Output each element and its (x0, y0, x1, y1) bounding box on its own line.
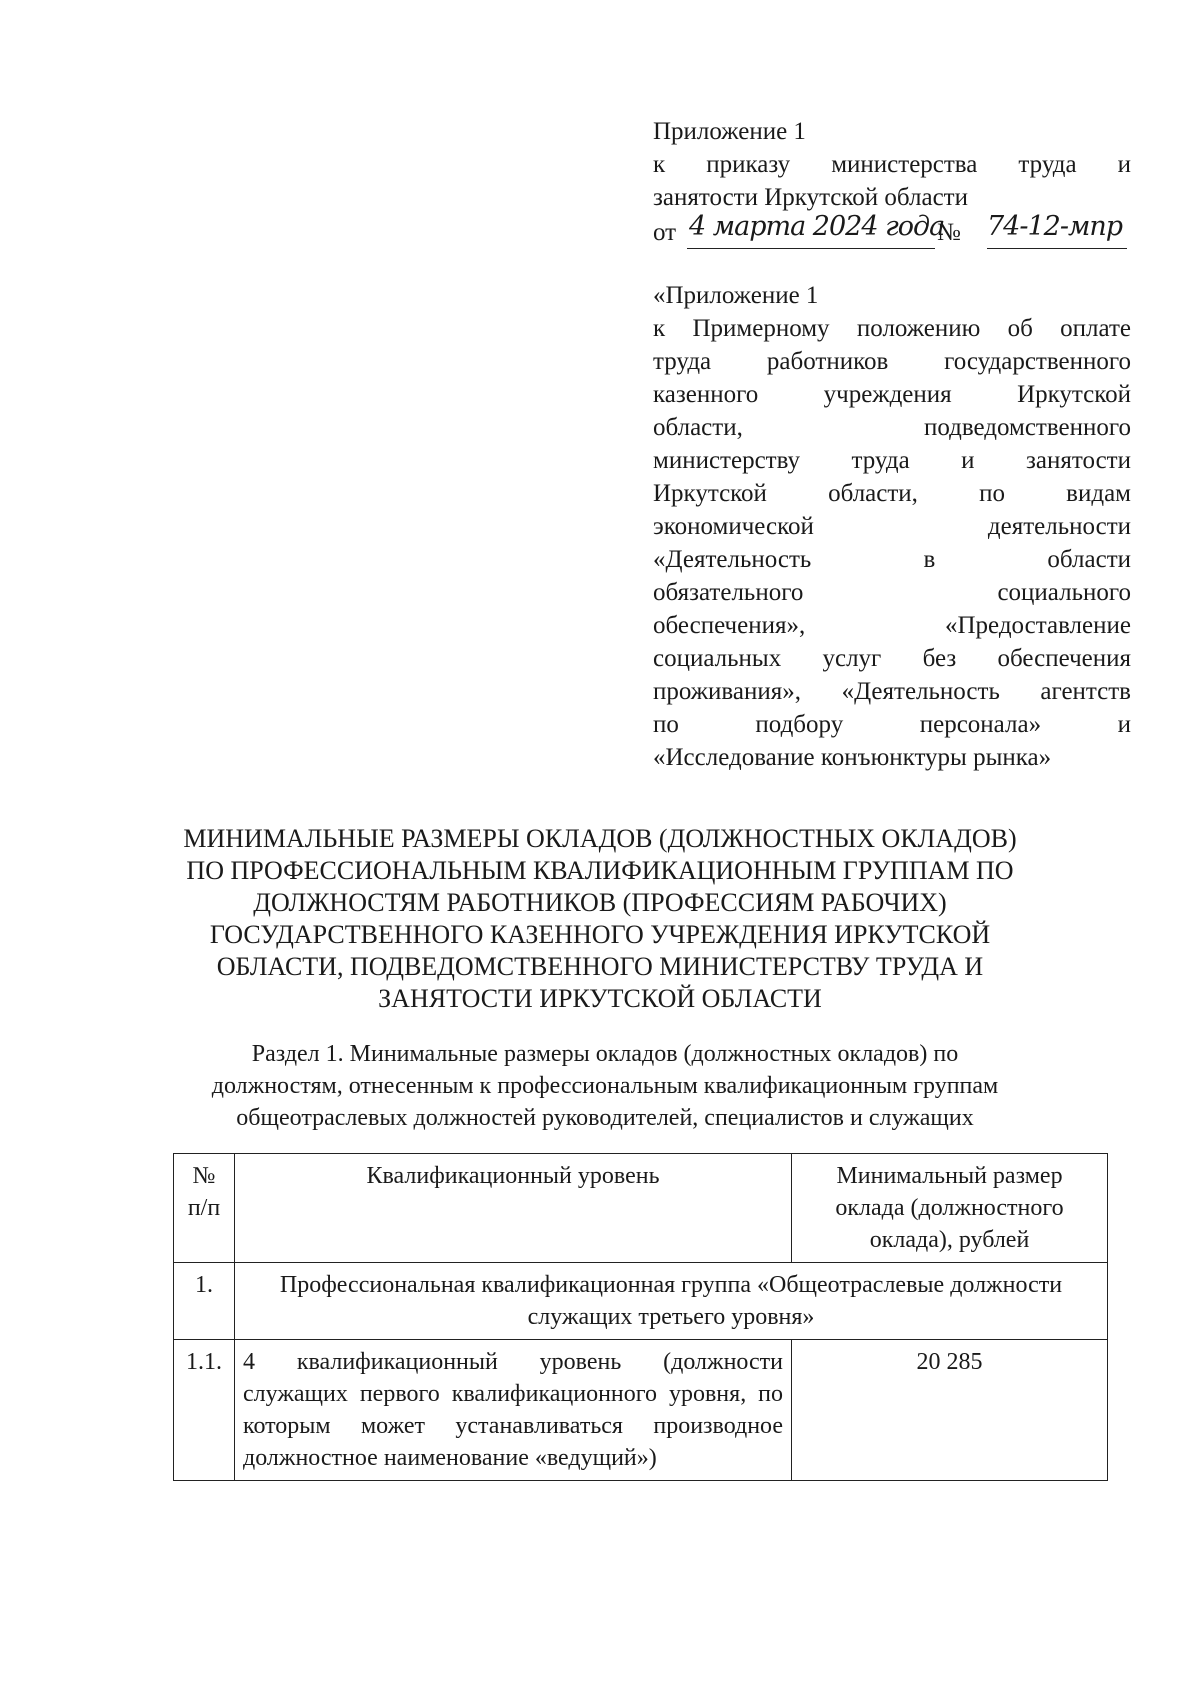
row-num: 1.1. (174, 1340, 235, 1481)
number-sign: № (937, 219, 961, 246)
appendix-order-title: Приложение 1 (653, 118, 806, 145)
appendix-regulation-line: «Приложение 1 (653, 282, 819, 309)
table-header-row (174, 1154, 1108, 1263)
date-underline (687, 248, 935, 249)
header-num: № п/п (174, 1154, 235, 1263)
row-level: 4 квалификационный уровень (должности служащих первого квалификационного уровня, по которым может устанавливаться производное должностное наименование «ведущий») (235, 1340, 792, 1481)
appendix-regulation-line: по подбору персонала» и (653, 711, 1131, 738)
title-line: ЗАНЯТОСТИ ИРКУТСКОЙ ОБЛАСТИ (378, 984, 822, 1013)
table-group-row (174, 1263, 1108, 1340)
row-min-salary: 20 285 (792, 1340, 1108, 1481)
appendix-regulation-line: министерству труда и занятости (653, 447, 1131, 474)
number-underline (987, 248, 1127, 249)
header-min-salary: Минимальный размер оклада (должностного оклада), рублей (792, 1154, 1108, 1263)
title-line: ОБЛАСТИ, ПОДВЕДОМСТВЕННОГО МИНИСТЕРСТВУ ТРУДА И (216, 952, 984, 981)
order-from-label: от (653, 219, 677, 246)
appendix-regulation-line: обеспечения», «Предоставление (653, 612, 1131, 639)
appendix-regulation-line: «Деятельность в области (653, 546, 1131, 573)
appendix-regulation-line: обязательного социального (653, 579, 1131, 606)
group-title: Профессиональная квалификационная группа «Общеотраслевые должности служащих третьего уровня» (235, 1263, 1108, 1340)
header-level: Квалификационный уровень (235, 1154, 792, 1263)
appendix-order-line: к приказу министерства труда и (653, 151, 1131, 178)
appendix-regulation-line: экономической деятельности (653, 513, 1131, 540)
table-row (174, 1340, 1108, 1481)
appendix-regulation-line: казенного учреждения Иркутской (653, 381, 1131, 408)
appendix-regulation-line: проживания», «Деятельность агентств (653, 678, 1131, 705)
appendix-order-block (653, 115, 1131, 254)
salary-table (173, 1153, 1108, 1481)
appendix-regulation-block (653, 279, 1131, 774)
appendix-regulation-line: труда работников государственного (653, 348, 1131, 375)
handwritten-order-number: 74-12-мпр (987, 211, 1123, 242)
document-title (160, 823, 1040, 1015)
appendix-regulation-line: «Исследование конъюнктуры рынка» (653, 744, 1052, 771)
appendix-regulation-line: социальных услуг без обеспечения (653, 645, 1131, 672)
group-num: 1. (174, 1263, 235, 1340)
section-line: Раздел 1. Минимальные размеры окладов (должностных окладов) по (251, 1041, 959, 1067)
handwritten-order-date: 4 марта 2024 года (689, 211, 945, 242)
appendix-regulation-line: Иркутской области, по видам (653, 480, 1131, 507)
section-line: общеотраслевых должностей руководителей, специалистов и служащих (236, 1105, 974, 1131)
appendix-order-line: занятости Иркутской области (653, 184, 968, 211)
title-line: ГОСУДАРСТВЕННОГО КАЗЕННОГО УЧРЕЖДЕНИЯ ИРКУТСКОЙ (209, 920, 991, 949)
title-line: ДОЛЖНОСТЯМ РАБОТНИКОВ (ПРОФЕССИЯМ РАБОЧИХ) (253, 888, 947, 917)
section-line: должностям, отнесенным к профессиональным квалификационным группам (211, 1073, 999, 1099)
title-line: ПО ПРОФЕССИОНАЛЬНЫМ КВАЛИФИКАЦИОННЫМ ГРУППАМ ПО (186, 856, 1014, 885)
appendix-regulation-line: области, подведомственного (653, 414, 1131, 441)
section-heading (165, 1038, 1045, 1134)
appendix-regulation-line: к Примерному положению об оплате (653, 315, 1131, 342)
title-line: МИНИМАЛЬНЫЕ РАЗМЕРЫ ОКЛАДОВ (ДОЛЖНОСТНЫХ ОКЛАДОВ) (183, 824, 1017, 853)
order-reference-line (653, 211, 1131, 254)
